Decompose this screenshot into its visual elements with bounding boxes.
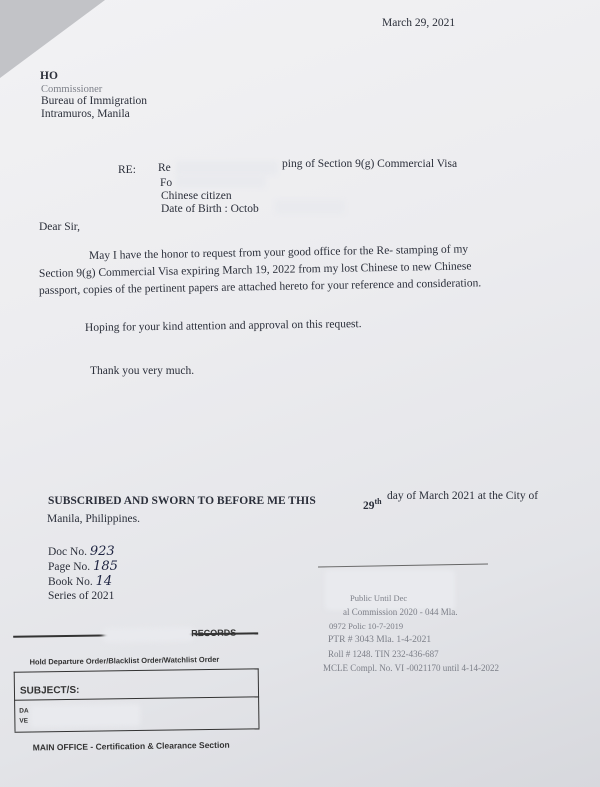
series: Series of 2021 [48, 590, 115, 602]
body-p2: Hoping for your kind attention and approval on this request. [84, 318, 362, 334]
notary-line6: MCLE Compl. No. VI -0021170 until 4-14-2022 [323, 663, 499, 673]
redaction [30, 704, 140, 728]
notary-line4: PTR # 3043 Mla. 1-4-2021 [328, 635, 432, 645]
body-p1-line2: Section 9(g) Commercial Visa expiring March 19, 2022 from my lost Chinese to new Chinese [38, 260, 472, 280]
stamp-line1: Hold Departure Order/Blacklist Order/Watchlist Order [29, 654, 220, 667]
jurat-line2: Manila, Philippines. [47, 513, 140, 525]
stamp-bottom-border [15, 728, 260, 732]
jurat-line1-a: SUBSCRIBED AND SWORN TO BEFORE ME THIS [48, 495, 316, 507]
re-line4: Date of Birth : Octob [161, 203, 259, 215]
notary-line5: Roll # 1248. TIN 232-436-687 [328, 649, 439, 659]
addressee-title: Commissioner [41, 84, 103, 95]
jurat-day: 29th [363, 497, 382, 512]
jurat-line1-b: day of March 2021 at the City of [387, 490, 539, 502]
salutation: Dear Sir, [39, 221, 81, 233]
stamp-header: RECORDS [191, 627, 237, 639]
notary-line3: 0972 Polic 10-7-2019 [329, 621, 404, 631]
stamp-left-border [14, 672, 16, 732]
addressee-address: Intramuros, Manila [41, 108, 130, 120]
stamp-right-border [258, 668, 260, 728]
re-line1-start: Re [158, 162, 171, 174]
book-no: Book No. 14 [48, 574, 113, 589]
redaction [176, 174, 266, 188]
re-label: RE: [118, 164, 136, 176]
page-fold-shadow [0, 0, 105, 78]
re-line1-end: ping of Section 9(g) Commercial Visa [282, 158, 458, 170]
doc-no: Doc No. 923 [48, 544, 115, 559]
addressee-office: Bureau of Immigration [41, 95, 148, 107]
stamp-footer: MAIN OFFICE - Certification & Clearance Section [32, 739, 230, 753]
page-no: Page No. 185 [48, 559, 118, 574]
stamp-divider [14, 696, 259, 700]
redaction [176, 161, 278, 175]
redaction [103, 627, 193, 642]
redaction [275, 200, 345, 214]
body-p1-line3: passport, copies of the pertinent papers are attached hereto for your reference and consideration. [38, 277, 482, 297]
addressee-name: HO [40, 70, 58, 82]
re-line3: Chinese citizen [161, 190, 232, 202]
letter-date: March 29, 2021 [382, 17, 456, 29]
stamp-da: DA [19, 707, 29, 715]
body-closing: Thank you very much. [90, 365, 195, 377]
re-line2: Fo [160, 177, 173, 189]
stamp-ve: VE [19, 717, 29, 725]
notary-line2: al Commission 2020 - 044 Mla. [343, 607, 458, 617]
notary-line1: Public Until Dec [350, 593, 408, 603]
signature-line [318, 564, 488, 568]
stamp-divider [14, 668, 259, 672]
stamp-subject: SUBJECT/S: [19, 684, 80, 697]
body-p1-line1: May I have the honor to request from your good office for the Re- stamping of my [88, 243, 469, 262]
clearance-stamp [13, 626, 265, 759]
